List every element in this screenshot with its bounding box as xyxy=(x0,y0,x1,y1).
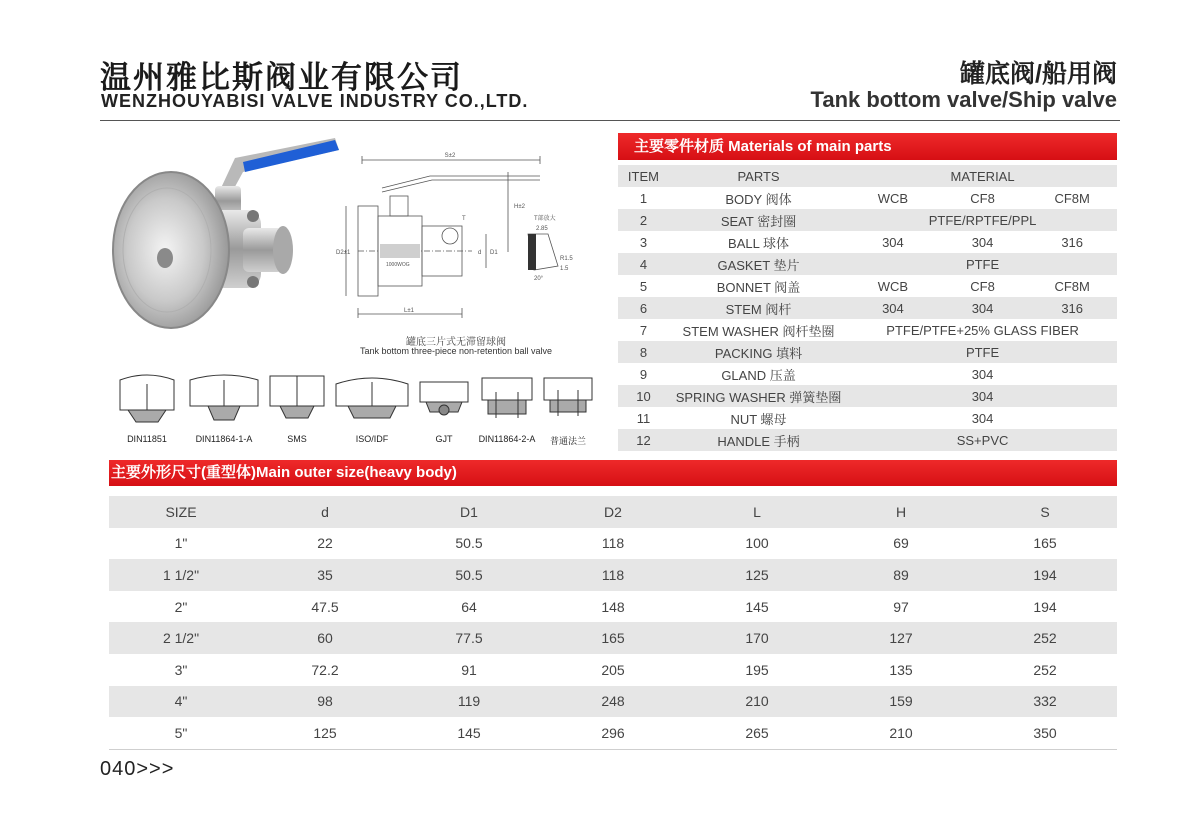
material-cell: CF8M xyxy=(1054,190,1090,206)
connection-iso-idf xyxy=(334,370,410,460)
connection-label: DIN11864-2-A xyxy=(478,434,536,444)
parts-cell: NUT 螺母 xyxy=(730,411,787,427)
page-number: 040>>> xyxy=(100,758,175,780)
dim-t-label: T xyxy=(462,216,466,222)
valve-product-photo xyxy=(103,128,343,358)
table-row xyxy=(109,528,1117,560)
size-cell: 1" xyxy=(174,535,188,552)
material-cell: WCB xyxy=(877,278,909,294)
material-cell: 304 xyxy=(938,297,1028,319)
material-cell: PTFE/RPTFE/PPL xyxy=(848,209,1117,231)
page-title-en: Tank bottom valve/Ship valve xyxy=(810,87,1117,112)
material-cell: PTFE xyxy=(848,341,1117,363)
parts-cell: GASKET 垫片 xyxy=(669,253,848,275)
material-cell: 316 xyxy=(1027,297,1117,319)
value-cell: 50.5 xyxy=(455,535,483,552)
value-cell: 98 xyxy=(253,686,397,718)
value-cell: 170 xyxy=(685,622,829,654)
connection-label: DIN11864-1-A xyxy=(195,434,253,444)
materials-table xyxy=(618,165,1117,451)
drawing-caption-en: Tank bottom three-piece non-retention ball valve xyxy=(359,346,553,356)
value-cell: 64 xyxy=(461,598,477,615)
value-cell: 210 xyxy=(889,724,913,741)
col-header-d: d xyxy=(253,496,397,528)
value-cell: 210 xyxy=(685,686,829,718)
dim-l-label: L±1 xyxy=(404,308,414,314)
table-row xyxy=(618,363,1117,385)
col-header-material: MATERIAL xyxy=(848,165,1117,187)
table-row xyxy=(109,686,1117,718)
col-header-parts: PARTS xyxy=(669,165,848,187)
connection-din11864-2-a xyxy=(478,370,536,460)
size-cell: 2 1/2" xyxy=(109,622,253,654)
value-cell: 125 xyxy=(685,559,829,591)
value-cell: 145 xyxy=(457,724,481,741)
size-cell: 4" xyxy=(109,686,253,718)
material-cell: PTFE/PTFE+25% GLASS FIBER xyxy=(886,322,1079,338)
col-header-d2: D2 xyxy=(541,496,685,528)
value-cell: 69 xyxy=(893,535,909,552)
value-cell: 194 xyxy=(1033,598,1057,615)
col-header-s: S xyxy=(973,496,1117,528)
connection-label: ISO/IDF xyxy=(355,434,389,444)
header-divider xyxy=(100,120,1120,121)
parts-cell: BODY 阀体 xyxy=(725,191,792,207)
parts-cell: PACKING 填料 xyxy=(669,341,848,363)
value-cell: 148 xyxy=(601,598,625,615)
table-row xyxy=(109,654,1117,686)
item-cell: 8 xyxy=(618,341,669,363)
value-cell: 252 xyxy=(1033,661,1057,678)
value-cell: 165 xyxy=(1033,535,1057,552)
value-cell: 194 xyxy=(973,559,1117,591)
value-cell: 35 xyxy=(253,559,397,591)
material-cell: 304 xyxy=(971,410,994,426)
table-row xyxy=(618,253,1117,275)
material-cell: 304 xyxy=(971,234,994,250)
table-row xyxy=(618,385,1117,407)
value-cell: 72.2 xyxy=(311,661,339,678)
connection-label: GJT xyxy=(435,434,453,444)
value-cell: 91 xyxy=(461,661,477,678)
value-cell: 296 xyxy=(601,724,625,741)
table-row xyxy=(618,297,1117,319)
dim-s-label: S±2 xyxy=(444,153,456,159)
detail-offset-label: 1.5 xyxy=(560,266,569,272)
drawing-caption-cn: 罐底三片式无滞留球阀 xyxy=(406,337,506,348)
detail-radius-label: R1.5 xyxy=(560,256,573,262)
company-name-en: WENZHOUYABISI VALVE INDUSTRY CO.,LTD. xyxy=(101,91,529,111)
connection-label: DIN11851 xyxy=(127,434,167,444)
col-header-h: H xyxy=(829,496,973,528)
table-row xyxy=(618,231,1117,253)
value-cell: 47.5 xyxy=(311,598,339,615)
item-cell: 12 xyxy=(618,429,669,451)
item-cell: 9 xyxy=(639,366,648,382)
value-cell: 265 xyxy=(745,724,769,741)
material-cell: 304 xyxy=(848,297,938,319)
material-cell: CF8 xyxy=(970,190,995,206)
dim-d1-label: D1 xyxy=(490,250,498,256)
material-cell: CF8 xyxy=(970,278,995,294)
material-cell: 304 xyxy=(971,366,994,382)
parts-cell: BALL 球体 xyxy=(728,235,789,251)
item-cell: 3 xyxy=(639,234,648,250)
company-name-cn: 温州雅比斯阀业有限公司 xyxy=(100,60,463,95)
value-cell: 195 xyxy=(745,661,769,678)
table-row xyxy=(618,275,1117,297)
connection-gjt xyxy=(418,370,470,460)
col-header-item: ITEM xyxy=(618,165,669,187)
valve-technical-drawing xyxy=(322,148,592,328)
parts-cell: STEM 阀杆 xyxy=(669,297,848,319)
parts-cell: STEM WASHER 阀杆垫圈 xyxy=(682,323,835,339)
item-cell: 11 xyxy=(636,410,651,426)
material-cell: PTFE xyxy=(848,253,1117,275)
value-cell: 77.5 xyxy=(397,622,541,654)
value-cell: 118 xyxy=(541,559,685,591)
table-row xyxy=(109,559,1117,591)
parts-cell: SEAT 密封圈 xyxy=(669,209,848,231)
col-header-d1: D1 xyxy=(397,496,541,528)
value-cell: 135 xyxy=(889,661,913,678)
size-cell: 2" xyxy=(174,598,188,615)
page-title-cn: 罐底阀/船用阀 xyxy=(960,60,1117,88)
value-cell: 252 xyxy=(973,622,1117,654)
value-cell: 159 xyxy=(829,686,973,718)
col-header-size: SIZE xyxy=(109,496,253,528)
table-row xyxy=(618,209,1117,231)
value-cell: 145 xyxy=(745,598,769,615)
table-row xyxy=(618,429,1117,451)
item-cell: 5 xyxy=(639,278,648,294)
materials-header-row xyxy=(618,165,1117,187)
parts-cell: HANDLE 手柄 xyxy=(669,429,848,451)
item-cell: 4 xyxy=(618,253,669,275)
value-cell: 50.5 xyxy=(397,559,541,591)
material-cell: 316 xyxy=(1061,234,1084,250)
dim-h-label: H±2 xyxy=(514,204,525,210)
table-row xyxy=(109,622,1117,654)
value-cell: 248 xyxy=(541,686,685,718)
sizes-table-bottom-rule xyxy=(109,749,1117,750)
size-cell: 3" xyxy=(174,661,188,678)
table-row xyxy=(618,341,1117,363)
item-cell: 7 xyxy=(639,322,648,338)
value-cell: 118 xyxy=(601,535,625,552)
value-cell: 60 xyxy=(253,622,397,654)
material-cell: 304 xyxy=(848,385,1117,407)
item-cell: 1 xyxy=(639,190,648,206)
detail-angle-label: 20° xyxy=(534,276,544,282)
table-row xyxy=(618,319,1117,341)
connection-plain-flange xyxy=(542,370,594,460)
value-cell: 332 xyxy=(973,686,1117,718)
detail-thickness-label: 2.85 xyxy=(536,226,548,232)
item-cell: 6 xyxy=(618,297,669,319)
value-cell: 119 xyxy=(397,686,541,718)
value-cell: 89 xyxy=(829,559,973,591)
dim-d2-label: D2±1 xyxy=(336,250,351,256)
parts-cell: BONNET 阀盖 xyxy=(716,279,801,295)
body-mark-label: 1000WOG xyxy=(386,262,410,268)
item-cell: 2 xyxy=(618,209,669,231)
connection-types xyxy=(106,370,596,460)
size-cell: 5" xyxy=(174,724,188,741)
connection-label: SMS xyxy=(287,434,307,444)
item-cell: 10 xyxy=(618,385,669,407)
value-cell: 127 xyxy=(829,622,973,654)
sizes-table xyxy=(109,496,1117,749)
sizes-header-row xyxy=(109,496,1117,528)
parts-cell: SPRING WASHER 弹簧垫圈 xyxy=(669,385,848,407)
materials-title-bar: 主要零件材质 Materials of main parts xyxy=(618,133,1117,160)
col-header-l: L xyxy=(685,496,829,528)
detail-title-label: T部放大 xyxy=(534,216,556,222)
material-cell: WCB xyxy=(877,190,909,206)
connection-sms xyxy=(268,370,326,460)
table-row xyxy=(618,187,1117,209)
value-cell: 22 xyxy=(317,535,333,552)
value-cell: 97 xyxy=(893,598,909,615)
material-cell: 304 xyxy=(882,234,904,250)
parts-cell: GLAND 压盖 xyxy=(721,367,796,383)
connection-din11864-1-a xyxy=(188,370,260,460)
material-cell: SS+PVC xyxy=(848,429,1117,451)
value-cell: 165 xyxy=(541,622,685,654)
sizes-title-bar: 主要外形尺寸(重型体)Main outer size(heavy body) xyxy=(109,460,1117,486)
value-cell: 205 xyxy=(601,661,625,678)
size-cell: 1 1/2" xyxy=(109,559,253,591)
connection-label: 普通法兰 xyxy=(549,436,586,446)
value-cell: 350 xyxy=(1033,724,1057,741)
table-row xyxy=(109,717,1117,749)
value-cell: 100 xyxy=(745,535,769,552)
dim-d-label: d xyxy=(478,250,482,256)
connection-din11851 xyxy=(118,370,176,460)
value-cell: 125 xyxy=(313,724,337,741)
table-row xyxy=(618,407,1117,429)
table-row xyxy=(109,591,1117,623)
material-cell: CF8M xyxy=(1054,278,1090,294)
